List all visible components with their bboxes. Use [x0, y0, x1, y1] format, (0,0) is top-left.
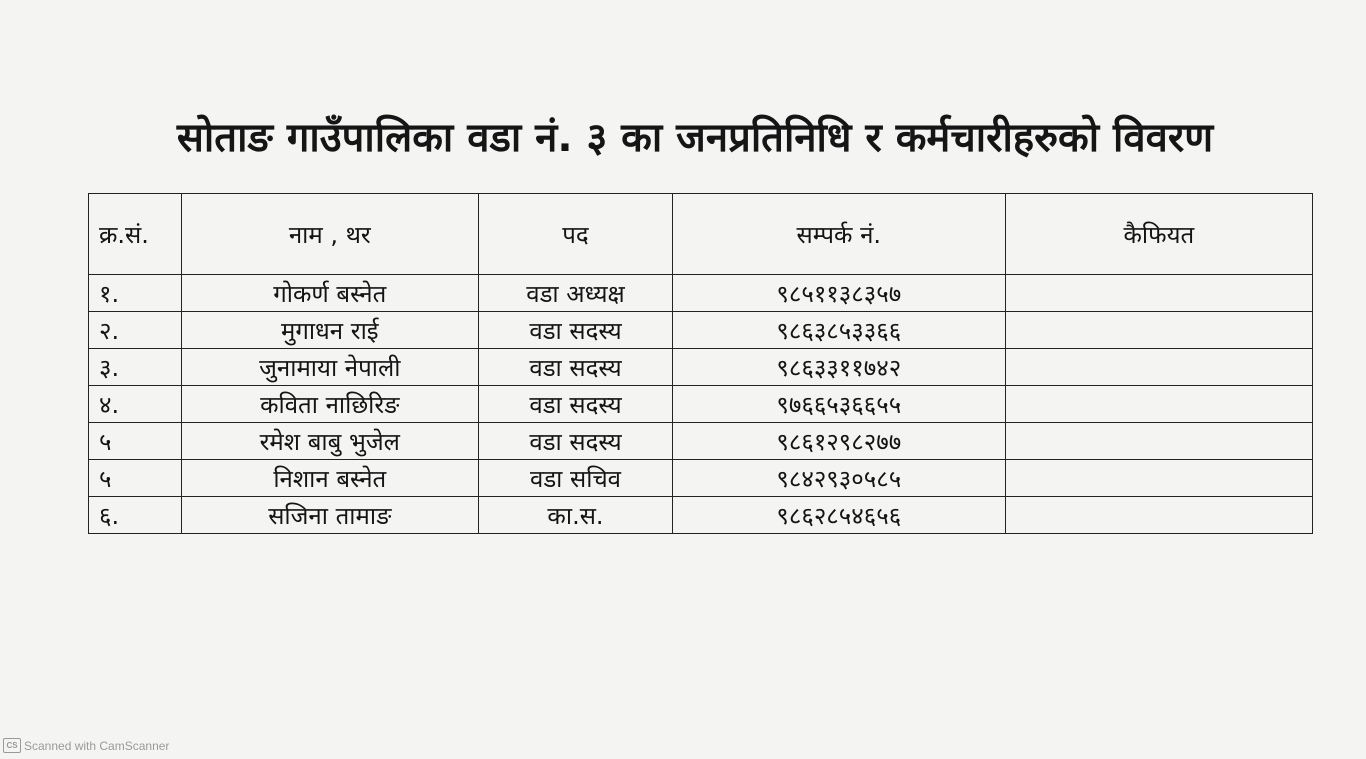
- cell-serial-number: ३.: [89, 349, 182, 386]
- header-contact: सम्पर्क नं.: [672, 194, 1005, 275]
- cell-post: वडा सदस्य: [479, 386, 673, 423]
- cell-serial-number: ४.: [89, 386, 182, 423]
- header-serial-number: क्र.सं.: [89, 194, 182, 275]
- page-title: सोताङ गाउँपालिका वडा नं. ३ का जनप्रतिनिधि र कर्मचारीहरुको विवरण: [176, 115, 1214, 161]
- header-post: पद: [479, 194, 673, 275]
- cell-contact: ९८६३८५३३६६: [672, 312, 1005, 349]
- cell-name: मुगाधन राई: [181, 312, 479, 349]
- table-row: [89, 275, 1313, 312]
- cell-serial-number: २.: [89, 312, 182, 349]
- cell-serial-number: ५: [89, 460, 182, 497]
- table-row: [89, 497, 1313, 534]
- cell-contact: ९८६३३११७४२: [672, 349, 1005, 386]
- cell-post: वडा सदस्य: [479, 349, 673, 386]
- cell-post: वडा सदस्य: [479, 312, 673, 349]
- cell-remarks: [1005, 460, 1312, 497]
- cell-serial-number: ६.: [89, 497, 182, 534]
- cell-name: निशान बस्नेत: [181, 460, 479, 497]
- cell-post: वडा अध्यक्ष: [479, 275, 673, 312]
- cell-remarks: [1005, 386, 1312, 423]
- table-row: [89, 423, 1313, 460]
- cell-contact: ९८४२९३०५८५: [672, 460, 1005, 497]
- cell-serial-number: ५: [89, 423, 182, 460]
- camscanner-logo-icon: CS: [3, 738, 21, 753]
- cell-contact: ९८५११३८३५७: [672, 275, 1005, 312]
- cell-remarks: [1005, 497, 1312, 534]
- cell-contact: ९८६१२९८२७७: [672, 423, 1005, 460]
- table-header-row: [89, 194, 1313, 275]
- scanner-watermark: [3, 738, 169, 753]
- cell-contact: ९७६६५३६६५५: [672, 386, 1005, 423]
- header-remarks: कैफियत: [1005, 194, 1312, 275]
- cell-remarks: [1005, 423, 1312, 460]
- cell-remarks: [1005, 275, 1312, 312]
- cell-post: का.स.: [479, 497, 673, 534]
- watermark-text: Scanned with CamScanner: [24, 738, 170, 753]
- cell-remarks: [1005, 349, 1312, 386]
- cell-name: जुनामाया नेपाली: [181, 349, 479, 386]
- cell-name: सजिना तामाङ: [181, 497, 479, 534]
- cell-post: वडा सचिव: [479, 460, 673, 497]
- header-name: नाम , थर: [181, 194, 479, 275]
- cell-name: कविता नाछिरिङ: [181, 386, 479, 423]
- table-row: [89, 349, 1313, 386]
- representatives-table: [88, 193, 1313, 534]
- table-row: [89, 386, 1313, 423]
- cell-name: रमेश बाबु भुजेल: [181, 423, 479, 460]
- cell-name: गोकर्ण बस्नेत: [181, 275, 479, 312]
- cell-serial-number: १.: [89, 275, 182, 312]
- table-row: [89, 312, 1313, 349]
- cell-post: वडा सदस्य: [479, 423, 673, 460]
- cell-contact: ९८६२८५४६५६: [672, 497, 1005, 534]
- table-row: [89, 460, 1313, 497]
- cell-remarks: [1005, 312, 1312, 349]
